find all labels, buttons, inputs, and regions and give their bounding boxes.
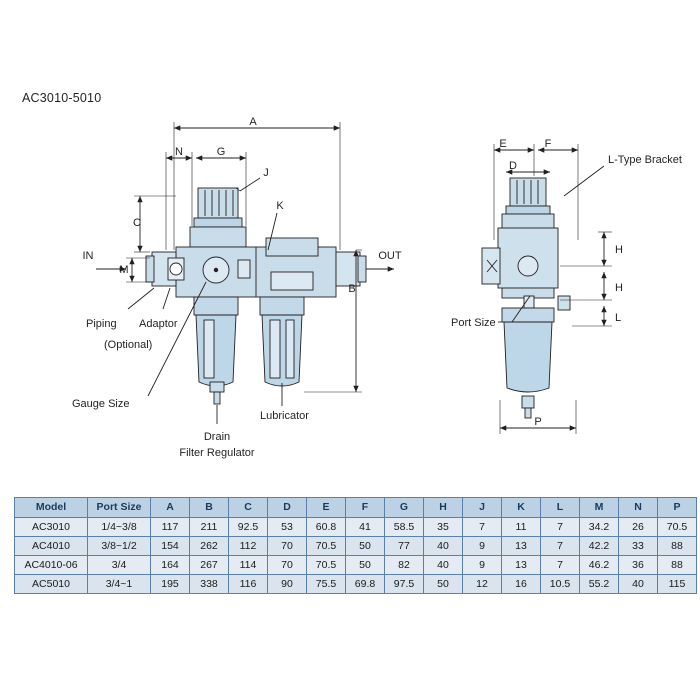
column-header: B (190, 498, 229, 518)
cell-m: 34.2 (580, 518, 619, 537)
label-l-type-bracket: L-Type Bracket (608, 154, 682, 166)
cell-model: AC5010 (15, 575, 88, 594)
column-header: J (463, 498, 502, 518)
dim-label-h1: H (615, 244, 623, 256)
label-port-size: Port Size (451, 317, 496, 329)
table-row (15, 537, 697, 556)
cell-m: 42.2 (580, 537, 619, 556)
dim-label-m: M (119, 264, 129, 276)
cell-port-size: 3/4 (88, 556, 151, 575)
cell-n: 40 (619, 575, 658, 594)
cell-e: 60.8 (307, 518, 346, 537)
cell-a: 154 (151, 537, 190, 556)
label-piping: Piping (86, 318, 117, 330)
cell-a: 164 (151, 556, 190, 575)
label-out: OUT (378, 250, 402, 262)
side-view-assembly (482, 144, 612, 434)
dim-label-l: L (615, 312, 622, 324)
cell-a: 195 (151, 575, 190, 594)
cell-j: 7 (463, 518, 502, 537)
cell-l: 10.5 (541, 575, 580, 594)
dim-label-a: A (249, 116, 257, 128)
cell-j: 12 (463, 575, 502, 594)
column-header: C (229, 498, 268, 518)
cell-c: 116 (229, 575, 268, 594)
cell-model: AC4010 (15, 537, 88, 556)
cell-b: 262 (190, 537, 229, 556)
cell-p: 70.5 (658, 518, 697, 537)
label-filter-regulator: Filter Regulator (179, 447, 255, 459)
cell-k: 13 (502, 556, 541, 575)
table-row (15, 556, 697, 575)
column-header: A (151, 498, 190, 518)
cell-d: 53 (268, 518, 307, 537)
cell-f: 41 (346, 518, 385, 537)
spec-table (14, 497, 697, 594)
dim-label-n: N (175, 146, 183, 158)
cell-l: 7 (541, 556, 580, 575)
column-header: L (541, 498, 580, 518)
cell-b: 338 (190, 575, 229, 594)
cell-d: 90 (268, 575, 307, 594)
column-header: P (658, 498, 697, 518)
cell-c: 114 (229, 556, 268, 575)
cell-k: 13 (502, 537, 541, 556)
cell-l: 7 (541, 518, 580, 537)
cell-j: 9 (463, 556, 502, 575)
cell-port-size: 1/4~3/8 (88, 518, 151, 537)
cell-h: 35 (424, 518, 463, 537)
column-header: F (346, 498, 385, 518)
cell-e: 70.5 (307, 537, 346, 556)
cell-model: AC3010 (15, 518, 88, 537)
column-header: M (580, 498, 619, 518)
dim-label-e: E (499, 138, 507, 150)
cell-g: 77 (385, 537, 424, 556)
label-in: IN (82, 250, 94, 262)
cell-h: 40 (424, 556, 463, 575)
cell-c: 112 (229, 537, 268, 556)
column-header: D (268, 498, 307, 518)
column-header: E (307, 498, 346, 518)
label-gauge-size: Gauge Size (72, 398, 130, 410)
cell-e: 70.5 (307, 556, 346, 575)
cell-port-size: 3/8~1/2 (88, 537, 151, 556)
dim-label-k: K (276, 200, 284, 212)
cell-m: 55.2 (580, 575, 619, 594)
dim-label-j: J (263, 167, 269, 179)
label-optional: (Optional) (104, 339, 153, 351)
cell-k: 11 (502, 518, 541, 537)
cell-c: 92.5 (229, 518, 268, 537)
cell-a: 117 (151, 518, 190, 537)
page-title: AC3010-5010 (22, 91, 102, 105)
cell-n: 26 (619, 518, 658, 537)
label-drain: Drain (203, 431, 231, 443)
front-view-assembly (96, 122, 394, 424)
column-header: K (502, 498, 541, 518)
dim-label-c: C (133, 217, 141, 229)
cell-d: 70 (268, 537, 307, 556)
cell-h: 50 (424, 575, 463, 594)
cell-model: AC4010-06 (15, 556, 88, 575)
column-header: N (619, 498, 658, 518)
cell-f: 50 (346, 537, 385, 556)
cell-g: 58.5 (385, 518, 424, 537)
cell-g: 82 (385, 556, 424, 575)
cell-h: 40 (424, 537, 463, 556)
dim-label-h2: H (615, 282, 623, 294)
column-header: Model (15, 498, 88, 518)
cell-p: 88 (658, 556, 697, 575)
dim-label-d: D (509, 160, 517, 172)
dim-label-f: F (544, 138, 552, 150)
cell-b: 267 (190, 556, 229, 575)
dim-label-p: P (534, 416, 542, 428)
dim-label-b: B (348, 283, 356, 295)
cell-p: 115 (658, 575, 697, 594)
cell-n: 36 (619, 556, 658, 575)
column-header: G (385, 498, 424, 518)
cell-m: 46.2 (580, 556, 619, 575)
table-header-row (15, 498, 697, 518)
cell-g: 97.5 (385, 575, 424, 594)
column-header: Port Size (88, 498, 151, 518)
table-row (15, 575, 697, 594)
cell-f: 50 (346, 556, 385, 575)
label-lubricator: Lubricator (260, 410, 309, 422)
cell-l: 7 (541, 537, 580, 556)
column-header: H (424, 498, 463, 518)
cell-j: 9 (463, 537, 502, 556)
cell-k: 16 (502, 575, 541, 594)
cell-e: 75.5 (307, 575, 346, 594)
dim-label-g: G (216, 146, 226, 158)
cell-n: 33 (619, 537, 658, 556)
table-row (15, 518, 697, 537)
cell-p: 88 (658, 537, 697, 556)
cell-b: 211 (190, 518, 229, 537)
cell-f: 69.8 (346, 575, 385, 594)
cell-port-size: 3/4~1 (88, 575, 151, 594)
cell-d: 70 (268, 556, 307, 575)
label-adaptor: Adaptor (139, 318, 178, 330)
